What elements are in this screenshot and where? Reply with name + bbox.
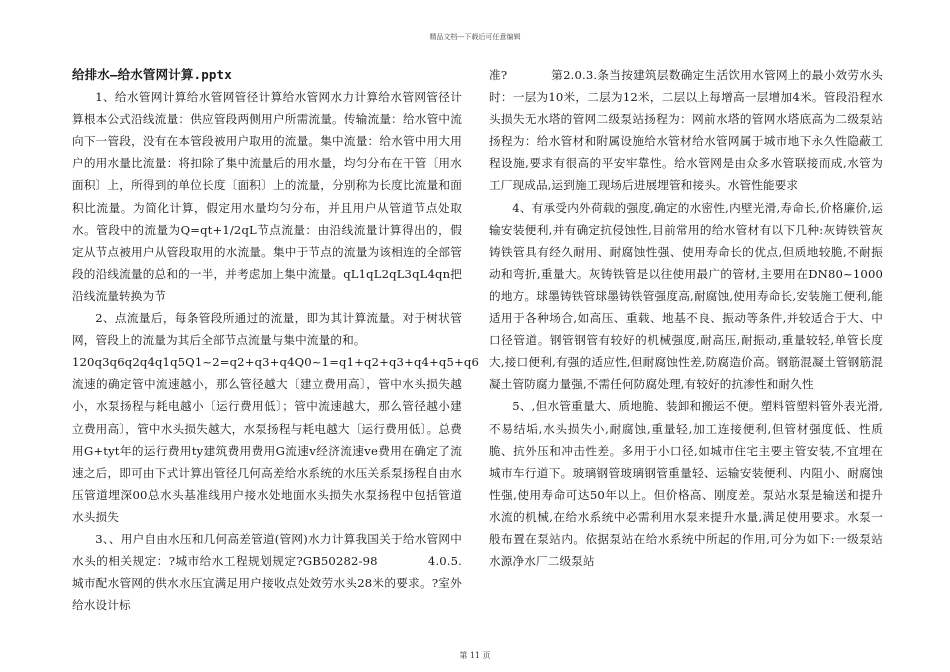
page-number: 第 11 页	[459, 651, 491, 660]
page-header: 精品文档---下载后可任意编辑	[429, 33, 521, 41]
paragraph-6: 4、有承受内外荷载的强度,确定的水密性,内壁光滑,寿命长,价格廉价,运输安装便利,并有确定抗侵蚀性,目前常用的给水管材有以下几种:灰铸铁管灰铸铁管具有经久耐用、耐腐蚀性强、使用寿命长的优点,但质地较脆,不耐振动和弯折,重量大。灰铸铁管是以往使用最广的管材,主要用在DN80~1000的地方。球墨铸铁管球墨铸铁管强度高,耐腐蚀,使用寿命长,安装施工便利,能适用于各种场合,如高压、重载、地基不良、振动等条件,并较适合于大、中口径管道。钢管钢管有较好的机械强度,耐高压,耐振动,重量较轻,单管长度大,接口便利,有强的适应性,但耐腐蚀性差,防腐造价高。钢筋混凝土管钢筋混凝土管防腐力量强,不需任何防腐处理,有较好的抗渗性和耐久性	[489, 200, 883, 392]
paragraph-3: 120q3q6q2q4q1q5Q1~2=q2+q3+q4Q0~1=q1+q2+q3+q4+q5+q6流速的确定管中流速越小，那么管径越大〔建立费用高〕，管中水头损失越小，水泵扬程与耗电越小〔运行费用低〕；管中流速越大，那么管径越小建立费用高〕，管中水头损失越大，水泵扬程与耗电越大〔运行费用低〕。总费用G+tyt年的运行费用ty建筑费用费用G流速v经济流速ve费用在确定了流速之后，即可由下式计算出管径几何高差给水系统的水压关系泵扬程自由水压管道埋深00总水头基准线用户接水处地面水头损失水泵扬程中包括管道水头损失	[72, 355, 479, 524]
left-column	[72, 64, 479, 616]
paragraph-5: 准? 第2.0.3.条当按建筑层数确定生活饮用水管网上的最小效劳水头时：一层为10米，二层为12米，二层以上每增高一层增加4米。管段沿程水头损失无水塔的管网二级泵站扬程为：网前水塔的管网水塔底高为二级泵站扬程为：给水管材和附属设施给水管材给水管网属于城市地下永久性隐蔽工程设施,要求有很高的平安牢靠性。给水管网是由众多水管联接而成,水管为工厂现成品,运到施工现场后进展埋管和接头。水管性能要求	[489, 68, 883, 193]
paragraph-2: 2、点流量后，每条管段所通过的流量，即为其计算流量。对于树状管网，管段上的流量为其后全部节点流量与集中流量的和。	[72, 311, 462, 348]
paragraph-4: 3、、用户自由水压和几何高差管道(管网)水力计算我国关于给水管网中水头的相关规定：?城市给水工程规划规定?GB50282-98 4.0.5.城市配水管网的供水水压宜满足用户接收点处效劳水头28米的要求。?室外给水设计标	[72, 531, 462, 613]
paragraph-1: 1、给水管网计算给水管网管径计算给水管网水力计算给水管网管径计算根本公式沿线流量：供应管段两侧用户所需流量。传输流量：给水管中流向下一管段，没有在本管段被用户取用的流量。集中流量：给水管中用大用户的用水量比流量：将扣除了集中流量后的用水量，均匀分布在干管〔用水面积〕上，所得到的单位长度〔面积〕上的流量，分别称为长度比流量和面积比流量。为简化计算，假定用水量均匀分布，并且用户从管道节点处取水。管段中的流量为Q=qt+1/2qL节点流量：由沿线流量计算得出的，假定从节点被用户从管段取用的水流量。集中于节点的流量为该相连的全部管段的沿线流量的总和的一半，并考虑加上集中流量。qL1qL2qL3qL4qn把沿线流量转换为节	[72, 90, 462, 303]
paragraph-7: 5、,但水管重量大、质地脆、装卸和搬运不便。塑料管塑料管外表光滑,不易结垢,水头损失小,耐腐蚀,重量轻,加工连接便利,但管材强度低、性质脆、抗外压和冲击性差。多用于小口径,如城市住宅主要主管安装,不宜埋在城市车行道下。玻璃钢管玻璃钢管重量轻、运输安装便利、内阻小、耐腐蚀性强,使用寿命可达50年以上。但价格高、刚度差。泵站水泵是输送和提升水流的机械,在给水系统中必需利用水泵来提升水量,满足使用要求。水泵一般布置在泵站内。依据泵站在给水系统中所起的作用,可分为如下:一级泵站水源净水厂二级泵站	[489, 399, 883, 569]
document-title: 给排水—给水管网计算.pptx	[72, 67, 232, 82]
right-column	[489, 64, 883, 572]
